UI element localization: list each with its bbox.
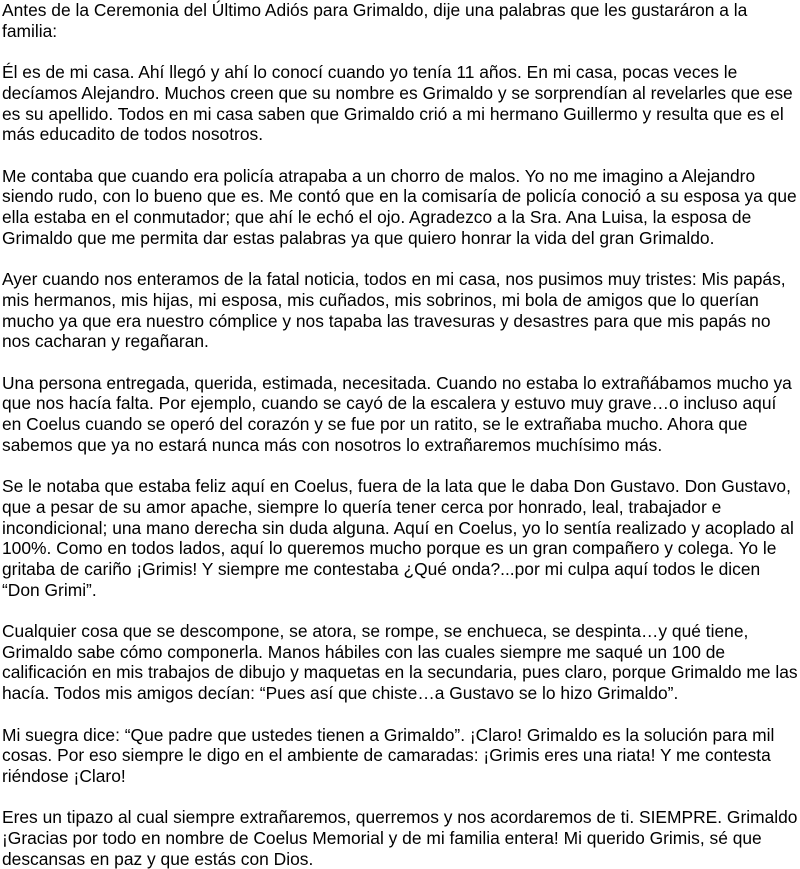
body-paragraph: Me contaba que cuando era policía atrapaba a un chorro de malos. Yo no me imagino a Alejandro siendo rudo, con lo bueno que es. Me contó que en la comisaría de policía conoció a su esposa ya que ella estaba en el conmutador; que ahí le echó el ojo. Agradezco a la Sra. Ana Luisa, la esposa de Grimaldo que me permita dar estas palabras ya que quiero honrar la vida del gran Grimaldo. (2, 165, 797, 248)
body-paragraph: Cualquier cosa que se descompone, se atora, se rompe, se enchueca, se despinta…y qué tiene, Grimaldo sabe cómo componerla. Manos hábiles con las cuales siempre me saqué un 100 de calificación en mis trabajos de dibujo y maquetas en la secundaria, pues claro, porque Grimaldo me las hacía. Todos mis amigos decían: “Pues así que chiste…a Gustavo se lo hizo Grimaldo”. (2, 621, 798, 704)
body-paragraph: Él es de mi casa. Ahí llegó y ahí lo conocí cuando yo tenía 11 años. En mi casa, pocas veces le decíamos Alejandro. Muchos creen que su nombre es Grimaldo y se sorprendían al revelarles que ese es su apellido. Todos en mi casa saben que Grimaldo crió a mi hermano Guillermo y resulta que es el más educadito de todos nosotros. (2, 62, 793, 145)
closing-paragraph: Eres un tipazo al cual siempre extrañaremos, querremos y nos acordaremos de ti. SIEMPRE. Grimaldo ¡Gracias por todo en nombre de Coelus Memorial y de mi familia entera! Mi querido Grimis, sé que descansas en paz y que estás con Dios. (2, 807, 798, 869)
body-paragraph: Ayer cuando nos enteramos de la fatal noticia, todos en mi casa, nos pusimos muy tristes: Mis papás, mis hermanos, mis hijas, mi esposa, mis cuñados, mis sobrinos, mi bola de amigos que lo querían mucho ya que era nuestro cómplice y nos tapaba las travesuras y desastres para que mis papás no nos cacharan y regañaran. (2, 269, 786, 352)
body-paragraph: Mi suegra dice: “Que padre que ustedes tienen a Grimaldo”. ¡Claro! Grimaldo es la solución para mil cosas. Por eso siempre le digo en el ambiente de camaradas: ¡Grimis eres una riata! Y me contesta riéndose ¡Claro! (2, 724, 775, 786)
intro-paragraph: Antes de la Ceremonia del Último Adiós para Grimaldo, dije una palabras que les gustaráron a la familia: (2, 0, 748, 41)
body-paragraph: Una persona entregada, querida, estimada, necesitada. Cuando no estaba lo extrañábamos mucho ya que nos hacía falta. Por ejemplo, cuando se cayó de la escalera y estuvo muy grave…o incluso aquí en Coelus cuando se operó del corazón y se fue por un ratito, se le extrañaba mucho. Ahora que sabemos que ya no estará nunca más con nosotros lo extrañaremos muchísimo más. (2, 372, 792, 455)
body-paragraph: Se le notaba que estaba feliz aquí en Coelus, fuera de la lata que le daba Don Gustavo. Don Gustavo, que a pesar de su amor apache, siempre lo quería tener cerca por honrado, leal, trabajador e incondicional; una mano derecha sin duda alguna. Aquí en Coelus, yo lo sentía realizado y acoplado al 100%. Como en todos lados, aquí lo queremos mucho porque es un gran compañero y colega. Yo le gritaba de cariño ¡Grimis! Y siempre me contestaba ¿Qué onda?...por mi culpa aquí todos le dicen “Don Grimi”. (2, 476, 794, 600)
